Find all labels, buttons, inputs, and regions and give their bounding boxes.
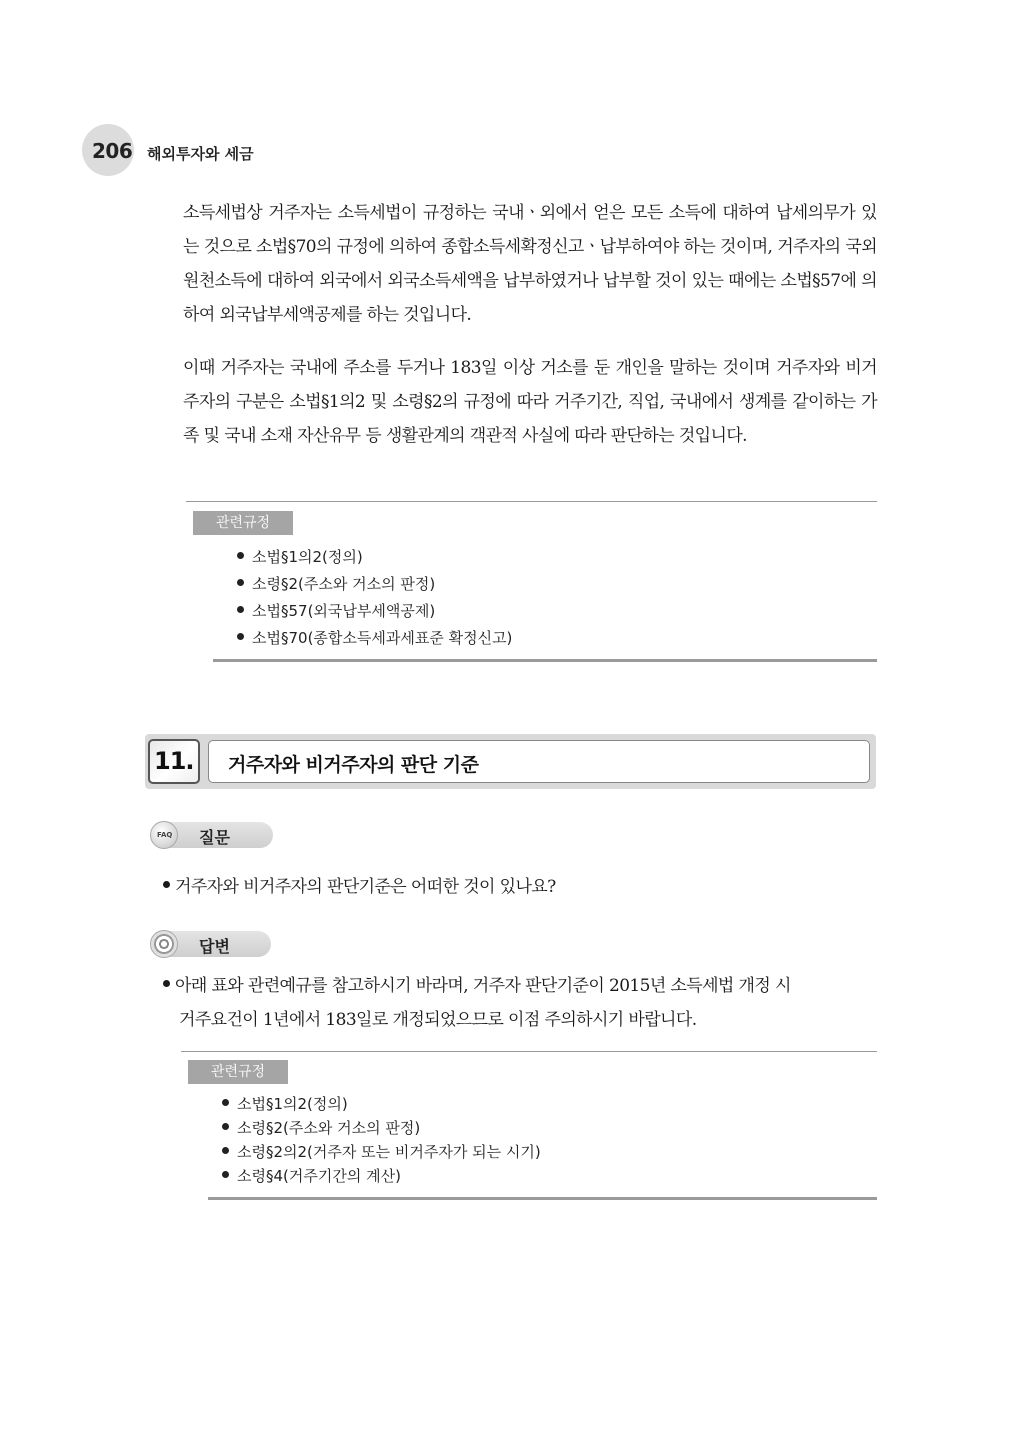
answer-label: 답변 — [199, 937, 230, 956]
list-item: 소법§70(종합소득세과세표준 확정신고) — [237, 625, 512, 652]
bullet-icon — [222, 1171, 229, 1178]
bullet-icon — [222, 1147, 229, 1154]
list-item: 소령§2의2(거주자 또는 비거주자가 되는 시기) — [222, 1140, 541, 1164]
bullet-icon — [237, 606, 244, 613]
related-list — [222, 1092, 541, 1188]
faq-icon-label: FAQ — [157, 831, 173, 839]
bullet-icon — [237, 633, 244, 640]
answer-text: 아래 표와 관련예규를 참고하시기 바라며, 거주자 판단기준이 2015년 소득세법 개정 시 거주요건이 1년에서 183일로 개정되었으므로 이점 주의하시기 바랍니다. — [163, 969, 877, 1037]
related-list — [237, 544, 512, 652]
list-item: 소법§1의2(정의) — [222, 1092, 541, 1116]
intro-paragraph-2: 이때 거주자는 국내에 주소를 두거나 183일 이상 거소를 둔 개인을 말하는 것이며 거주자와 비거주자의 구분은 소법§1의2 및 소령§2의 규정에 따라 거주기간, 직업, 국내에서 생계를 같이하는 가족 및 국내 소재 자산유무 등 생활관계의 객관적 사실에 따라 판단하는 것입니다. — [183, 358, 877, 446]
page-number: 206 — [92, 139, 133, 163]
bullet-icon — [222, 1099, 229, 1106]
list-item: 소법§1의2(정의) — [237, 544, 512, 571]
list-item: 소법§57(외국납부세액공제) — [237, 598, 512, 625]
list-item: 소령§4(거주기간의 계산) — [222, 1164, 541, 1188]
list-item: 소령§2(주소와 거소의 판정) — [222, 1116, 541, 1140]
related-box-bottom-rule — [208, 1197, 877, 1200]
related-tag: 관련규정 — [188, 1060, 288, 1084]
list-item: 소령§2(주소와 거소의 판정) — [237, 571, 512, 598]
question-text: 거주자와 비거주자의 판단기준은 어떠한 것이 있나요? — [163, 870, 556, 904]
bullet-icon — [163, 881, 170, 888]
section-number: 11. — [154, 747, 194, 775]
related-box-top-rule — [186, 501, 877, 502]
bullet-icon — [222, 1123, 229, 1130]
bullet-icon — [237, 579, 244, 586]
question-label: 질문 — [199, 828, 230, 847]
related-box-top-rule — [181, 1051, 877, 1052]
bullet-icon — [237, 552, 244, 559]
section-title: 거주자와 비거주자의 판단 기준 — [228, 754, 479, 776]
running-title: 해외투자와 세금 — [147, 145, 254, 163]
target-icon — [150, 930, 178, 958]
intro-paragraph-1: 소득세법상 거주자는 소득세법이 규정하는 국내ㆍ외에서 얻은 모든 소득에 대하여 납세의무가 있는 것으로 소법§70의 규정에 의하여 종합소득세확정신고ㆍ납부하여야 하는 것이며, 거주자의 국외원천소득에 대하여 외국에서 외국소득세액을 납부하였거나 납부할 것이 있는 때에는 소법§57에 의하여 외국납부세액공제를 하는 것입니다. — [183, 203, 877, 325]
related-tag: 관련규정 — [193, 511, 293, 535]
bullet-icon — [163, 980, 170, 987]
related-box-bottom-rule — [213, 659, 877, 662]
